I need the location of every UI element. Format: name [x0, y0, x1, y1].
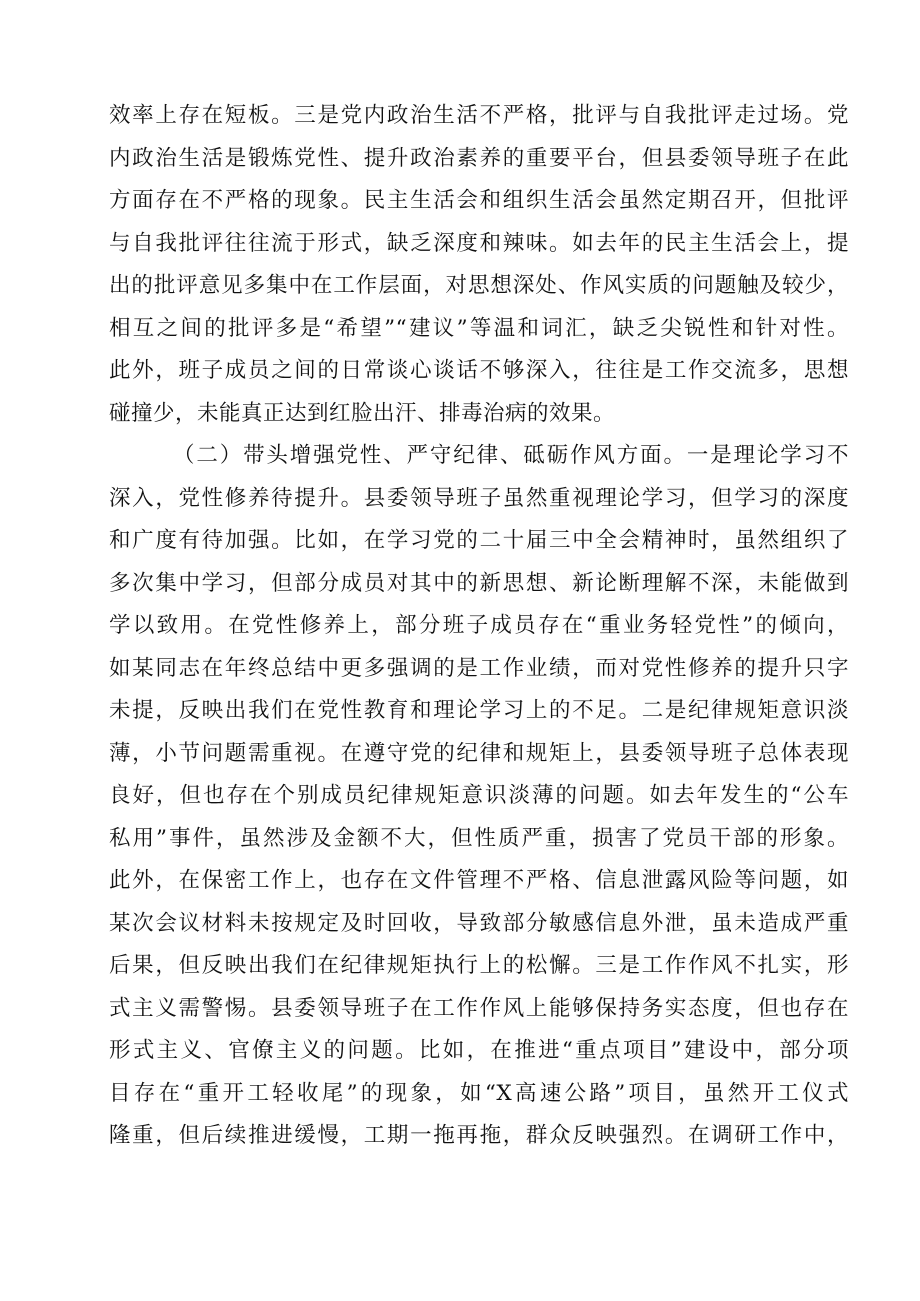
section-heading-line: （二）带头增强党性、严守纪律、砥砺作风方面。一是理论学习不	[173, 443, 849, 468]
text-line: 与自我批评往往流于形式，缺乏深度和辣味。如去年的民主生活会上，提	[109, 230, 849, 256]
body-text	[109, 95, 849, 1158]
text-line: 目存在“重开工轻收尾”的现象，如“X高速公路”项目，虽然开工仪式	[109, 1080, 849, 1106]
text-line: 方面存在不严格的现象。民主生活会和组织生活会虽然定期召开，但批评	[109, 188, 849, 213]
text-line: 私用”事件，虽然涉及金额不大，但性质严重，损害了党员干部的形象。	[109, 825, 849, 851]
text-line: 形式主义、官僚主义的问题。比如，在推进“重点项目”建设中，部分项	[109, 1038, 849, 1063]
text-line: 未提，反映出我们在党性教育和理论学习上的不足。二是纪律规矩意识淡	[109, 698, 849, 723]
text-line: 式主义需警惕。县委领导班子在工作作风上能够保持务实态度，但也存在	[109, 995, 849, 1021]
text-line: 效率上存在短板。三是党内政治生活不严格，批评与自我批评走过场。党	[109, 103, 849, 128]
text-line: 此外，在保密工作上，也存在文件管理不严格、信息泄露风险等问题，如	[109, 868, 849, 893]
paragraph-last-line: 碰撞少，未能真正达到红脸出汗、排毒治病的效果。	[109, 400, 616, 426]
text-line: 良好，但也存在个别成员纪律规矩意识淡薄的问题。如去年发生的“公车	[109, 783, 849, 808]
text-line: 薄，小节问题需重视。在遵守党的纪律和规矩上，县委领导班子总体表现	[109, 740, 849, 766]
text-line: 多次集中学习，但部分成员对其中的新思想、新论断理解不深，未能做到	[109, 570, 849, 596]
text-line: 学以致用。在党性修养上，部分班子成员存在“重业务轻党性”的倾向，	[109, 613, 849, 638]
text-line: 如某同志在年终总结中更多强调的是工作业绩，而对党性修养的提升只字	[109, 655, 849, 681]
text-line: 此外，班子成员之间的日常谈心谈话不够深入，往往是工作交流多，思想	[109, 358, 849, 383]
text-line: 内政治生活是锻炼党性、提升政治素养的重要平台，但县委领导班子在此	[109, 145, 849, 171]
text-line: 隆重，但后续推进缓慢，工期一拖再拖，群众反映强烈。在调研工作中，	[109, 1123, 849, 1148]
text-line: 深入，党性修养待提升。县委领导班子虽然重视理论学习，但学习的深度	[109, 485, 849, 511]
text-line: 相互之间的批评多是“希望”“建议”等温和词汇，缺乏尖锐性和针对性。	[109, 315, 849, 341]
text-line: 出的批评意见多集中在工作层面，对思想深处、作风实质的问题触及较少，	[109, 273, 849, 298]
text-line: 某次会议材料未按规定及时回收，导致部分敏感信息外泄，虽未造成严重	[109, 910, 849, 936]
text-line: 和广度有待加强。比如，在学习党的二十届三中全会精神时，虽然组织了	[109, 528, 849, 553]
text-line: 后果，但反映出我们在纪律规矩执行上的松懈。三是工作作风不扎实，形	[109, 953, 849, 978]
